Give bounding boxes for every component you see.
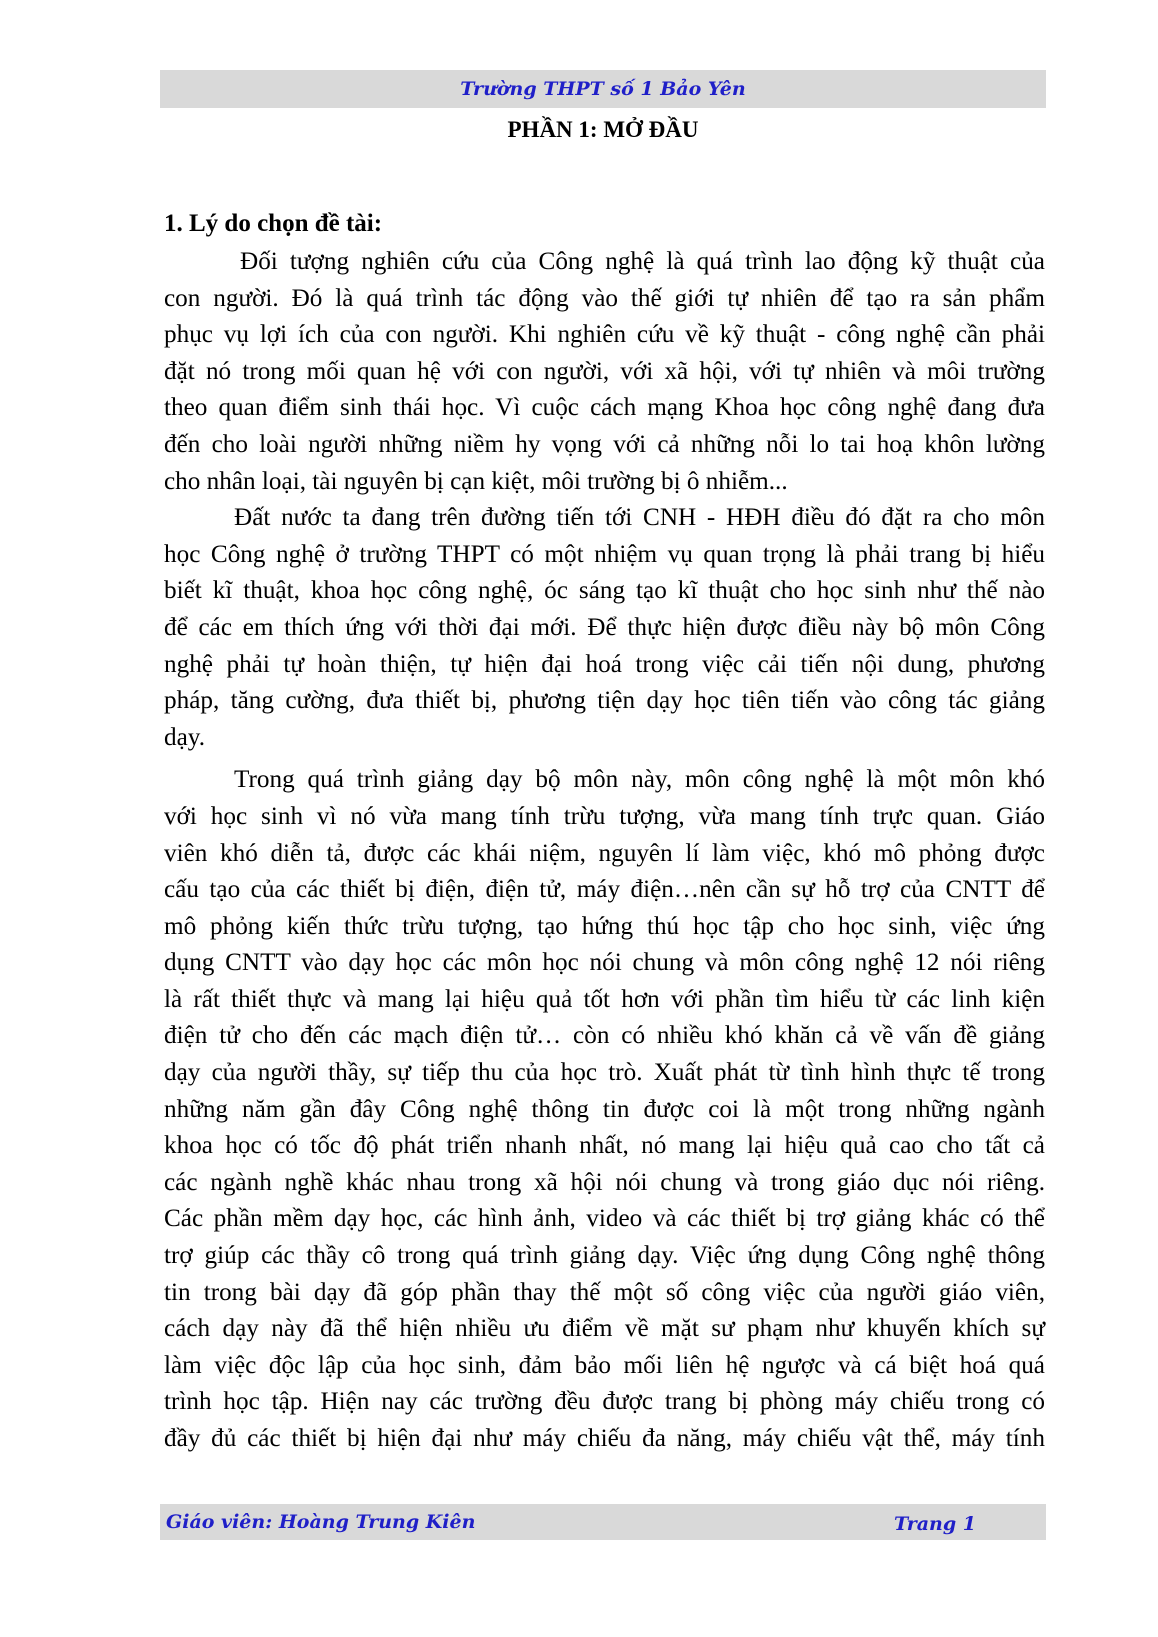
text-line: trình học tập. Hiện nay các trường đều được trang bị phòng máy chiếu trong có	[164, 1388, 1045, 1416]
paragraph-2	[164, 500, 1045, 756]
text-line: đặt nó trong mối quan hệ với con người, với xã hội, với tự nhiên và môi trường	[164, 357, 1045, 385]
page-footer	[160, 1504, 1046, 1540]
text-line: pháp, tăng cường, đưa thiết bị, phương tiện dạy học tiên tiến vào công tác giảng	[164, 687, 1045, 715]
text-line: cho nhân loại, tài nguyên bị cạn kiệt, môi trường bị ô nhiễm...	[164, 467, 788, 495]
text-line: để các em thích ứng với thời đại mới. Để thực hiện được điều này bộ môn Công	[164, 613, 1045, 641]
footer-page-number: Trang 1	[893, 1513, 976, 1535]
text-line: cấu tạo của các thiết bị điện, điện tử, máy điện…nên cần sự hỗ trợ của CNTT để	[164, 876, 1045, 904]
text-line: Các phần mềm dạy học, các hình ảnh, video và các thiết bị trợ giảng khác có thể	[164, 1205, 1045, 1233]
text-line: theo quan điểm sinh thái học. Vì cuộc cách mạng Khoa học công nghệ đang đưa	[164, 394, 1045, 422]
text-line: là rất thiết thực và mang lại hiệu quả tốt hơn với phần tìm hiểu từ các linh kiện	[164, 985, 1045, 1013]
text-line: những năm gần đây Công nghệ thông tin được coi là một trong những ngành	[164, 1095, 1045, 1123]
text-line: viên khó diễn tả, được các khái niệm, nguyên lí làm việc, khó mô phỏng được	[164, 839, 1045, 867]
text-line: biết kĩ thuật, khoa học công nghệ, óc sáng tạo kĩ thuật cho học sinh như thế nào	[164, 577, 1045, 605]
text-line: mô phỏng kiến thức trừu tượng, tạo hứng thú học tập cho học sinh, việc ứng	[164, 912, 1045, 940]
text-line: đầy đủ các thiết bị hiện đại như máy chiếu đa năng, máy chiếu vật thể, máy tính	[164, 1425, 1045, 1452]
text-line: khoa học có tốc độ phát triển nhanh nhất, nó mang lại hiệu quả cao cho tất cả	[164, 1132, 1045, 1160]
text-line: các ngành nghề khác nhau trong xã hội nói chung và trong giáo dục nói riêng.	[164, 1168, 1045, 1196]
paragraph-3	[164, 762, 1045, 1457]
section-title: PHẦN 1: MỞ ĐẦU	[507, 117, 699, 142]
text-line: với học sinh vì nó vừa mang tính trừu tượng, vừa mang tính trực quan. Giáo	[164, 802, 1045, 830]
text-line: con người. Đó là quá trình tác động vào thế giới tự nhiên để tạo ra sản phẩm	[164, 284, 1045, 312]
subheading: 1. Lý do chọn đề tài:	[164, 210, 383, 237]
text-line: làm việc độc lập của học sinh, đảm bảo mối liên hệ ngược và cá biệt hoá quá	[164, 1351, 1045, 1379]
text-line: Trong quá trình giảng dạy bộ môn này, môn công nghệ là một môn khó	[234, 766, 1045, 794]
text-line: phục vụ lợi ích của con người. Khi nghiên cứu về kỹ thuật - công nghệ cần phải	[164, 321, 1045, 349]
text-line: dạy.	[164, 723, 206, 751]
text-line: cách dạy này đã thể hiện nhiều ưu điểm về mặt sư phạm như khuyến khích sự	[164, 1315, 1045, 1343]
paragraph-1	[164, 244, 1045, 500]
footer-teacher-name: Giáo viên: Hoàng Trung Kiên	[166, 1511, 476, 1533]
text-line: học Công nghệ ở trường THPT có một nhiệm vụ quan trọng là phải trang bị hiểu	[164, 540, 1045, 568]
text-line: dụng CNTT vào dạy học các môn học nói chung và môn công nghệ 12 nói riêng	[164, 949, 1045, 977]
text-line: đến cho loài người những niềm hy vọng với cả những nỗi lo tai hoạ khôn lường	[164, 430, 1045, 458]
text-line: Đất nước ta đang trên đường tiến tới CNH - HĐH điều đó đặt ra cho môn	[234, 504, 1045, 532]
text-line: trợ giúp các thầy cô trong quá trình giảng dạy. Việc ứng dụng Công nghệ thông	[164, 1242, 1045, 1270]
text-line: tin trong bài dạy đã góp phần thay thế một số công việc của người giáo viên,	[164, 1278, 1045, 1306]
text-line: dạy của người thầy, sự tiếp thu của học trò. Xuất phát từ tình hình thực tế trong	[164, 1059, 1045, 1087]
body-text	[164, 244, 1045, 1458]
header-school-name: Trường THPT số 1 Bảo Yên	[460, 78, 746, 100]
text-line: nghệ phải tự hoàn thiện, tự hiện đại hoá trong việc cải tiến nội dung, phương	[164, 650, 1045, 678]
page-header	[160, 70, 1046, 108]
text-line: Đối tượng nghiên cứu của Công nghệ là quá trình lao động kỹ thuật của	[240, 248, 1045, 275]
text-line: điện tử cho đến các mạch điện tử… còn có nhiều khó khăn cả về vấn đề giảng	[164, 1022, 1045, 1050]
